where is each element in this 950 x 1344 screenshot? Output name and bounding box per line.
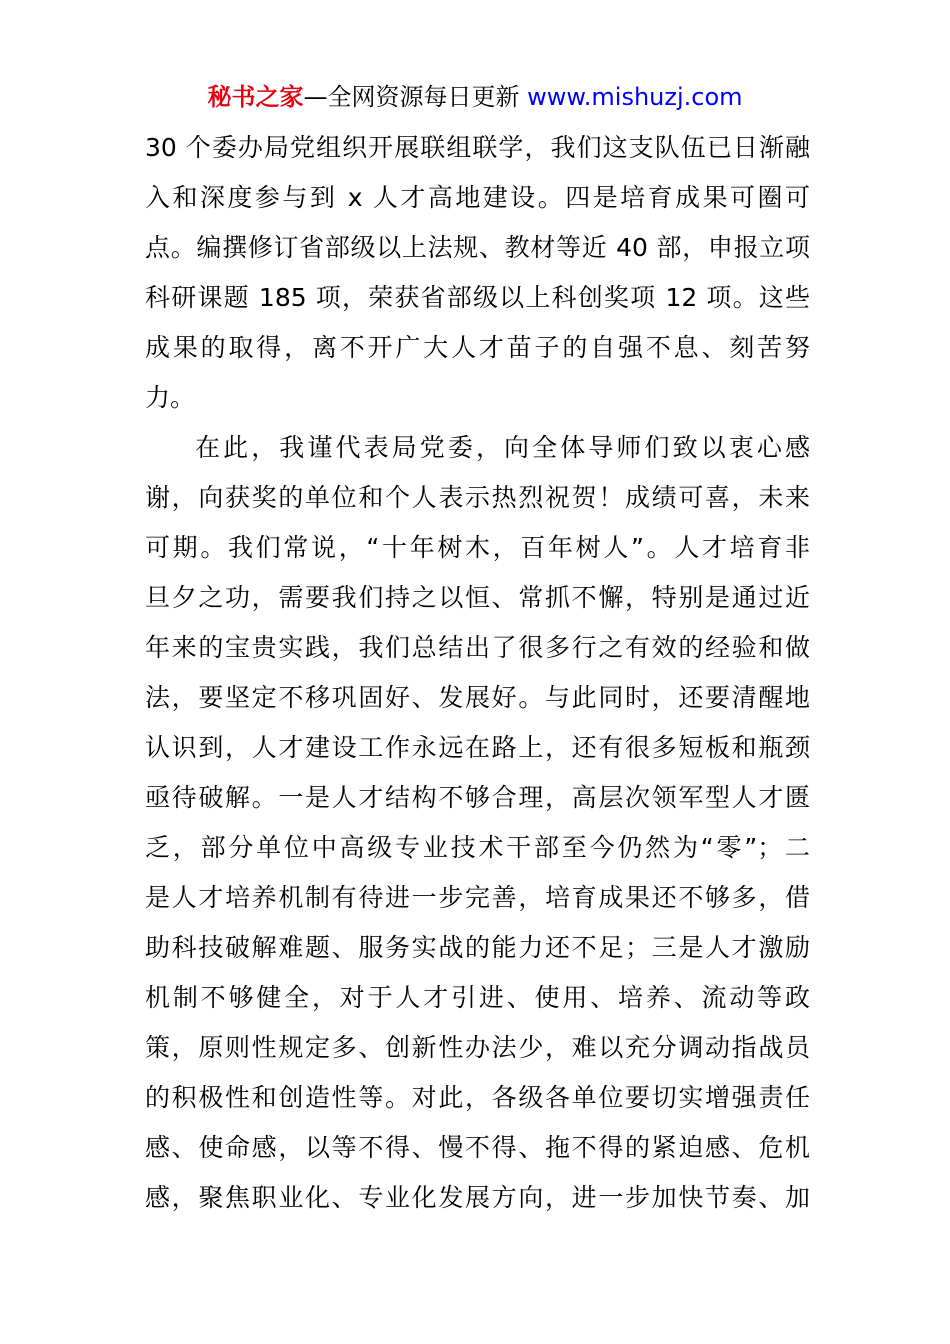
page-header (0, 80, 950, 114)
text-line: 30 个委办局党组织开展联组联学，我们这支队伍已日渐融 (145, 133, 810, 162)
text-line: 入和深度参与到 x 人才高地建设。四是培育成果可圈可 (145, 183, 810, 212)
text-line: 助科技破解难题、服务实战的能力还不足；三是人才激励 (145, 933, 810, 962)
text-line: 机制不够健全，对于人才引进、使用、培养、流动等政 (145, 983, 810, 1012)
text-line: 的积极性和创造性等。对此，各级各单位要切实增强责任 (145, 1083, 810, 1112)
text-line: 成果的取得，离不开广大人才苗子的自强不息、刻苦努 (145, 333, 810, 362)
text-line: 亟待破解。一是人才结构不够合理，高层次领军型人才匮 (145, 783, 810, 812)
text-line: 可期。我们常说，“十年树木，百年树人”。人才培育非 (145, 533, 810, 562)
text-line: 力。 (145, 383, 196, 412)
text-line: 在此，我谨代表局党委，向全体导师们致以衷心感 (195, 433, 810, 462)
text-line: 是人才培养机制有待进一步完善，培育成果还不够多，借 (145, 883, 810, 912)
text-line: 点。编撰修订省部级以上法规、教材等近 40 部，申报立项 (145, 233, 810, 262)
text-line: 谢，向获奖的单位和个人表示热烈祝贺！成绩可喜，未来 (145, 483, 810, 512)
text-line: 认识到，人才建设工作永远在路上，还有很多短板和瓶颈 (145, 733, 810, 762)
document-body (145, 123, 810, 1223)
text-line: 乏，部分单位中高级专业技术干部至今仍然为“零”；二 (145, 833, 810, 862)
text-line: 旦夕之功，需要我们持之以恒、常抓不懈，特别是通过近 (145, 583, 810, 612)
site-url-link[interactable]: www.mishuzj.com (527, 83, 743, 111)
text-line: 感，聚焦职业化、专业化发展方向，进一步加快节奏、加 (145, 1183, 810, 1212)
brand-name: 秘书之家 (207, 83, 304, 111)
text-line: 感、使命感，以等不得、慢不得、拖不得的紧迫感、危机 (145, 1133, 810, 1162)
text-line: 年来的宝贵实践，我们总结出了很多行之有效的经验和做 (145, 633, 810, 662)
text-line: 科研课题 185 项，荣获省部级以上科创奖项 12 项。这些 (145, 283, 810, 312)
text-line: 策，原则性规定多、创新性办法少，难以充分调动指战员 (145, 1033, 810, 1062)
header-tagline: —全网资源每日更新 (303, 83, 520, 111)
text-line: 法，要坚定不移巩固好、发展好。与此同时，还要清醒地 (145, 683, 810, 712)
